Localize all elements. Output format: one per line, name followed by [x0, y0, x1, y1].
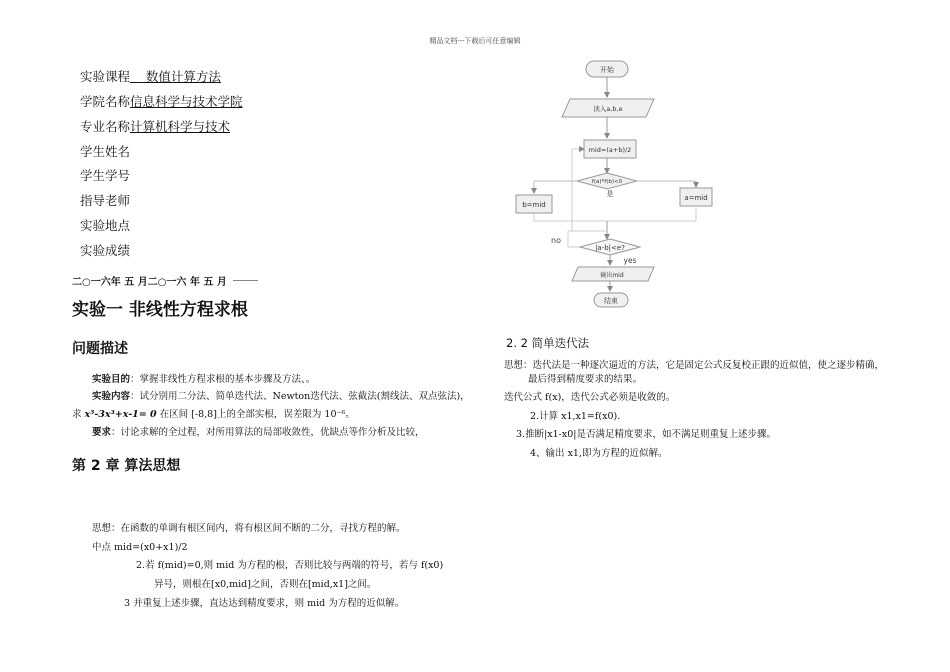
simple-iter-line: 4、输出 x1,即为方程的近似解。: [530, 448, 668, 459]
simple-iter-line: 最后得到精度要求的结果。: [528, 374, 643, 385]
equation: x⁵-3x³+x-1= 0: [84, 409, 157, 420]
date-line: 二○一六年 五 月二○一六 年 五 月: [72, 277, 227, 288]
bisection-flowchart: [500, 55, 740, 315]
purpose-line: [92, 373, 315, 387]
cover-label: 学生姓名: [80, 144, 131, 159]
bisection-line: 思想：在函数的单调有根区间内，将有根区间不断的二分，寻找方程的解。: [92, 523, 406, 534]
cover-row: [80, 216, 130, 234]
page-header: 精品文档---下载后可任意编辑: [429, 37, 521, 45]
start-label: 开始: [600, 66, 614, 74]
equation-suffix: 在区间 [-8,8]上的全部实根，误差限为 10⁻⁶。: [156, 409, 355, 420]
bisection-line: 2.若 f(mid)=0,则 mid 为方程的根，否则比较与两端的符号，若与 f(x0): [136, 560, 444, 571]
problem-heading: 问题描述: [72, 341, 128, 357]
requirement-label: 要求: [92, 427, 112, 438]
cover-row: [80, 92, 243, 110]
cover-value: 信息科学与技术学院: [130, 94, 243, 109]
cover-value: 计算机科学与技术: [130, 119, 231, 134]
input-label: 读入a,b,e: [593, 105, 623, 113]
cover-row: [80, 117, 230, 135]
end-label: 结束: [604, 297, 618, 305]
bisection-line: 异号，则根在[x0,mid]之间，否则在[mid,x1]之间。: [154, 579, 377, 590]
simple-iter-line: 思想：迭代法是一种逐次逼近的方法，它是固定公式反复校正跟的近似值，使之逐步精确，: [504, 360, 885, 371]
simple-iter-line: 迭代公式 f(x)，迭代公式必须是收敛的。: [504, 392, 676, 403]
output-label: 输出mid: [600, 272, 624, 279]
bisection-line: 中点 mid=(x0+x1)/2: [92, 542, 188, 553]
cover-label: 学院名称: [80, 94, 131, 109]
cover-value: 数值计算方法: [130, 69, 221, 84]
content-line: [92, 390, 470, 404]
yes-label: 是: [606, 190, 614, 198]
condition-label: f(a)*f(b)<0: [591, 179, 623, 185]
requirement-line: [92, 426, 425, 440]
bisection-line: 3 并重复上述步骤，直达达到精度要求，则 mid 为方程的近似解。: [124, 598, 405, 609]
date-rule: [233, 280, 258, 281]
a-mid-label: a=mid: [684, 194, 708, 202]
cover-row: [80, 191, 130, 209]
cover-label: 学生学号: [80, 168, 131, 183]
simple-iter-heading: 2. 2 简单迭代法: [506, 336, 590, 350]
yes2-label: yes: [623, 256, 637, 265]
purpose-label: 实验目的: [92, 374, 131, 385]
cover-label: 指导老师: [80, 193, 131, 208]
cover-label: 专业名称: [80, 119, 131, 134]
mid-label: mid=(a+b)/2: [588, 146, 632, 154]
content-text: ：试分别用二分法、简单迭代法、Newton迭代法、弦截法(割线法、双点弦法)，: [130, 391, 470, 402]
equation-prefix: 求: [72, 409, 85, 420]
b-mid-label: b=mid: [522, 201, 546, 209]
cover-row: [80, 241, 130, 259]
cover-label: 实验课程: [80, 69, 131, 84]
cover-row: [80, 67, 221, 85]
experiment-title: 实验一 非线性方程求根: [72, 300, 248, 320]
cover-label: 实验地点: [80, 218, 131, 233]
simple-iter-line: 3.推断|x1-x0|是否满足精度要求，如不满足则重复上述步骤。: [516, 429, 776, 440]
chapter-heading: 第 2 章 算法思想: [72, 458, 181, 474]
purpose-text: ：掌握非线性方程求根的基本步骤及方法、。: [130, 374, 316, 385]
tolerance-label: |a-b|<e?: [595, 244, 625, 252]
cover-label: 实验成绩: [80, 243, 131, 258]
equation-line: [72, 408, 355, 422]
cover-row: [80, 142, 130, 160]
requirement-text: ：讨论求解的全过程，对所用算法的局部收敛性，优缺点等作分析及比较，: [111, 427, 425, 438]
cover-row: [80, 166, 130, 184]
simple-iter-line: 2.计算 x1,x1=f(x0).: [530, 411, 621, 422]
no-label: no: [551, 236, 561, 245]
content-label: 实验内容: [92, 391, 131, 402]
